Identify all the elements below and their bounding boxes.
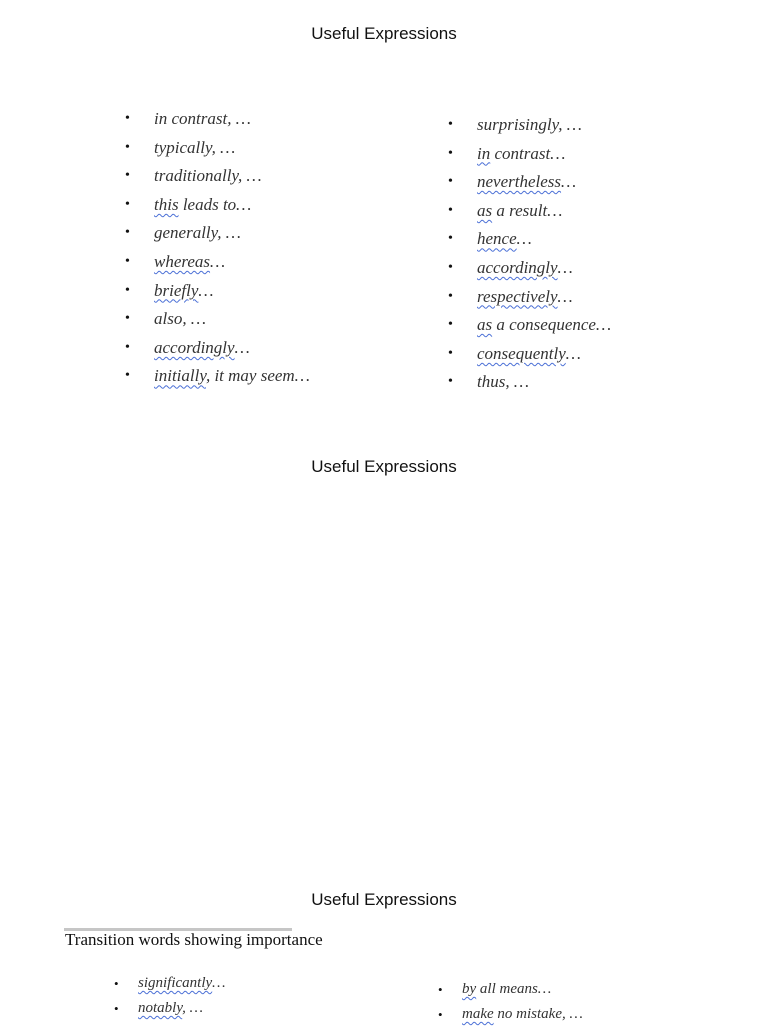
list-item [154,277,310,306]
list-item [477,283,611,312]
misspelled-word: in [477,143,491,163]
expression-text: … [557,257,573,277]
list-item [154,219,310,248]
expression-list-left-3 [138,971,226,1021]
expression-list-left-1 [154,105,310,391]
list-item [154,362,310,391]
expression-text: no mistake, … [493,1006,583,1022]
list-item [138,996,226,1021]
misspelled-word: as [477,315,493,335]
misspelled-word: by [462,981,477,997]
list-item [154,305,310,334]
page-title-2: Useful Expressions [311,457,457,476]
expression-list-right-1 [477,111,611,397]
misspelled-word: whereas [154,251,211,271]
list-item [477,368,611,397]
misspelled-word: make [462,1006,494,1022]
page-title-3: Useful Expressions [311,890,457,909]
expression-text: , … [182,1000,204,1016]
expression-text: … [557,286,573,306]
list-item [477,225,611,254]
misspelled-word: notably [138,1000,183,1016]
expression-text: thus, … [477,372,529,392]
list-item [477,340,611,369]
expression-text: … [561,172,577,192]
expression-text: … [210,251,226,271]
misspelled-word: nevertheless [477,172,562,192]
misspelled-word: accordingly [477,257,558,277]
list-item [462,1002,583,1027]
expression-text: , it may seem… [205,366,310,386]
expression-text: a result… [492,200,563,220]
expression-text: generally, … [154,223,241,243]
list-item [154,162,310,191]
misspelled-word: briefly [154,280,199,300]
page-title-1: Useful Expressions [311,24,457,43]
expression-text: leads to… [178,194,252,214]
list-item [477,254,611,283]
list-item [138,971,226,996]
expression-text: a consequence… [492,315,612,335]
misspelled-word: consequently [477,343,566,363]
list-item [477,111,611,140]
list-item [477,168,611,197]
expression-text: … [234,337,250,357]
expression-text: … [212,975,226,991]
expression-text: in contrast, … [154,109,251,128]
misspelled-word: significantly [138,975,213,991]
expression-text: contrast… [490,143,566,163]
expression-text: typically, … [154,137,236,157]
list-item [154,334,310,363]
list-item [462,977,583,1002]
misspelled-word: initially [154,366,206,386]
expression-text: surprisingly, … [477,115,582,134]
list-item [154,134,310,163]
misspelled-word: as [477,200,493,220]
expression-text: traditionally, … [154,166,262,186]
expression-text: also, … [154,309,206,329]
expression-text: … [516,229,532,249]
expression-text: … [565,343,581,363]
list-item [477,140,611,169]
misspelled-word: hence [477,229,517,249]
list-item [154,105,310,134]
subheading: Transition words showing importance [65,930,323,949]
list-item [477,197,611,226]
list-item [154,191,310,220]
expression-text: … [198,280,214,300]
misspelled-word: respectively [477,286,558,306]
expression-text: all means… [476,981,552,997]
misspelled-word: this [154,194,179,214]
list-item [154,248,310,277]
list-item [477,311,611,340]
expression-list-right-3 [462,977,583,1027]
misspelled-word: accordingly [154,337,235,357]
